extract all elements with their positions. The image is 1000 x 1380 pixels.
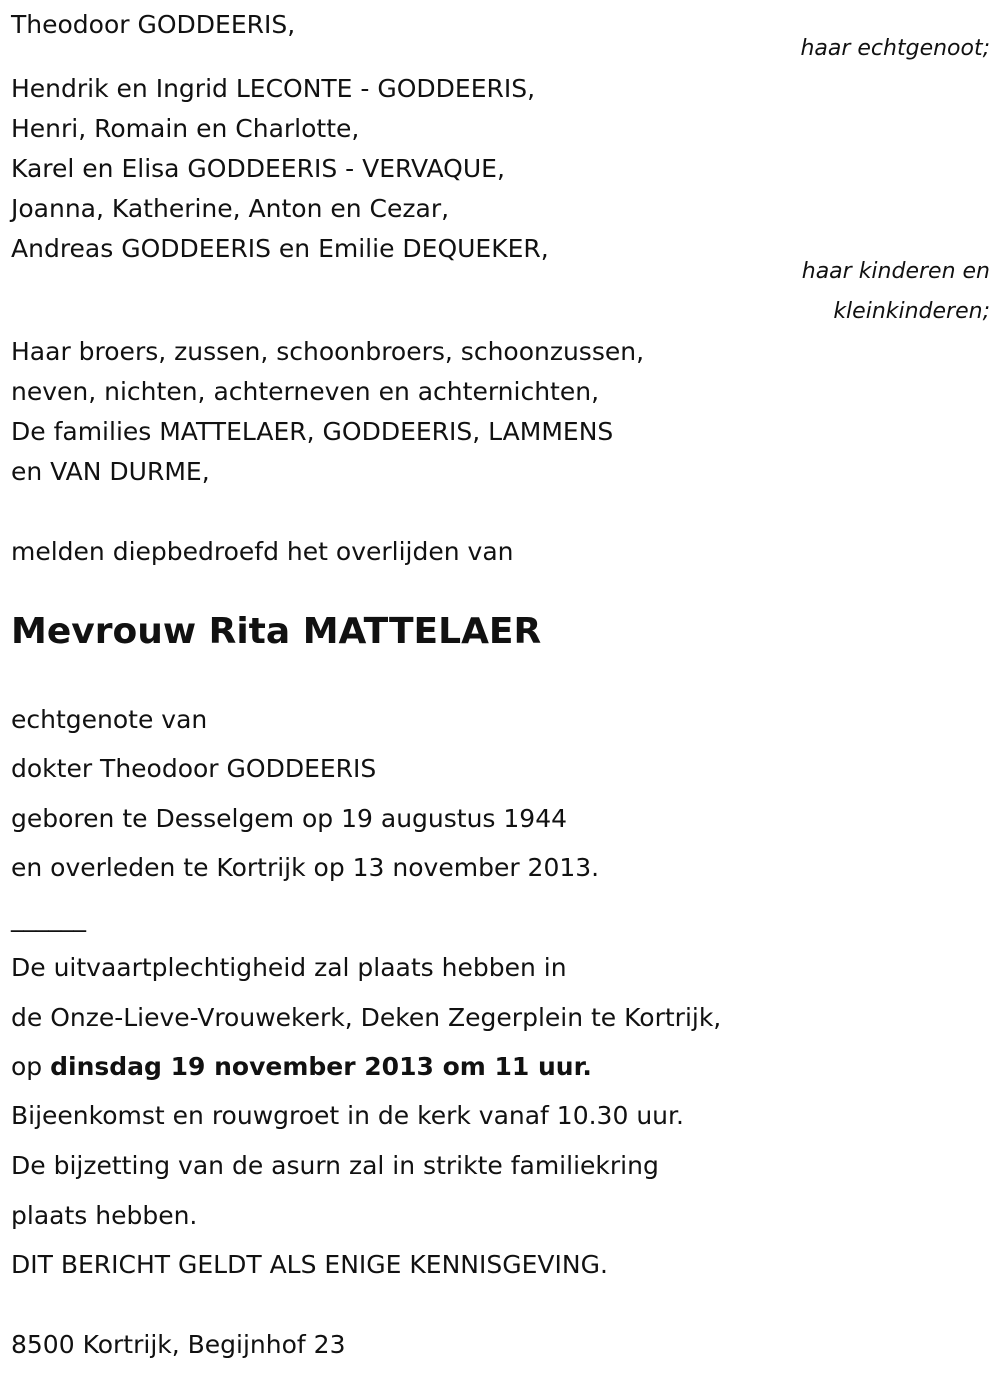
separator: ______ [11,903,86,932]
detail-line-3: geboren te Desselgem op 19 augustus 1944 [11,804,568,833]
children-role-line-1: haar kinderen en [801,259,990,284]
funeral-line-3 [11,1052,592,1082]
funeral-date-time: dinsdag 19 november 2013 om 11 uur. [50,1052,592,1081]
funeral-line-3-prefix: op [11,1052,51,1081]
funeral-line-2: de Onze-Lieve-Vrouwekerk, Deken Zegerplein te Kortrijk, [11,1003,722,1032]
relatives-line-4: en VAN DURME, [11,457,210,486]
funeral-line-4: Bijeenkomst en rouwgroet in de kerk vanaf 10.30 uur. [11,1101,684,1130]
detail-line-2: dokter Theodoor GODDEERIS [11,754,377,783]
children-line-2: Henri, Romain en Charlotte, [11,114,360,143]
children-line-4: Joanna, Katherine, Anton en Cezar, [11,194,450,223]
children-role-line-2: kleinkinderen; [833,299,990,324]
funeral-line-7: DIT BERICHT GELDT ALS ENIGE KENNISGEVING. [11,1250,608,1279]
children-line-3: Karel en Elisa GODDEERIS - VERVAQUE, [11,154,505,183]
address: 8500 Kortrijk, Begijnhof 23 [11,1330,346,1359]
detail-line-4: en overleden te Kortrijk op 13 november 2013. [11,853,600,882]
funeral-line-1: De uitvaartplechtigheid zal plaats hebben in [11,953,567,982]
deceased-name: Mevrouw Rita MATTELAER [11,611,542,652]
relatives-line-1: Haar broers, zussen, schoonbroers, schoonzussen, [11,337,645,366]
funeral-line-6: plaats hebben. [11,1201,198,1230]
children-line-1: Hendrik en Ingrid LECONTE - GODDEERIS, [11,74,536,103]
funeral-line-5: De bijzetting van de asurn zal in strikte familiekring [11,1151,659,1180]
relatives-line-3: De families MATTELAER, GODDEERIS, LAMMENS [11,417,614,446]
children-line-5: Andreas GODDEERIS en Emilie DEQUEKER, [11,234,549,263]
spouse-role: haar echtgenoot; [800,36,990,61]
spouse-line: Theodoor GODDEERIS, [11,10,296,39]
relatives-line-2: neven, nichten, achterneven en achternichten, [11,377,600,406]
detail-line-1: echtgenote van [11,705,208,734]
announcement: melden diepbedroefd het overlijden van [11,537,514,566]
